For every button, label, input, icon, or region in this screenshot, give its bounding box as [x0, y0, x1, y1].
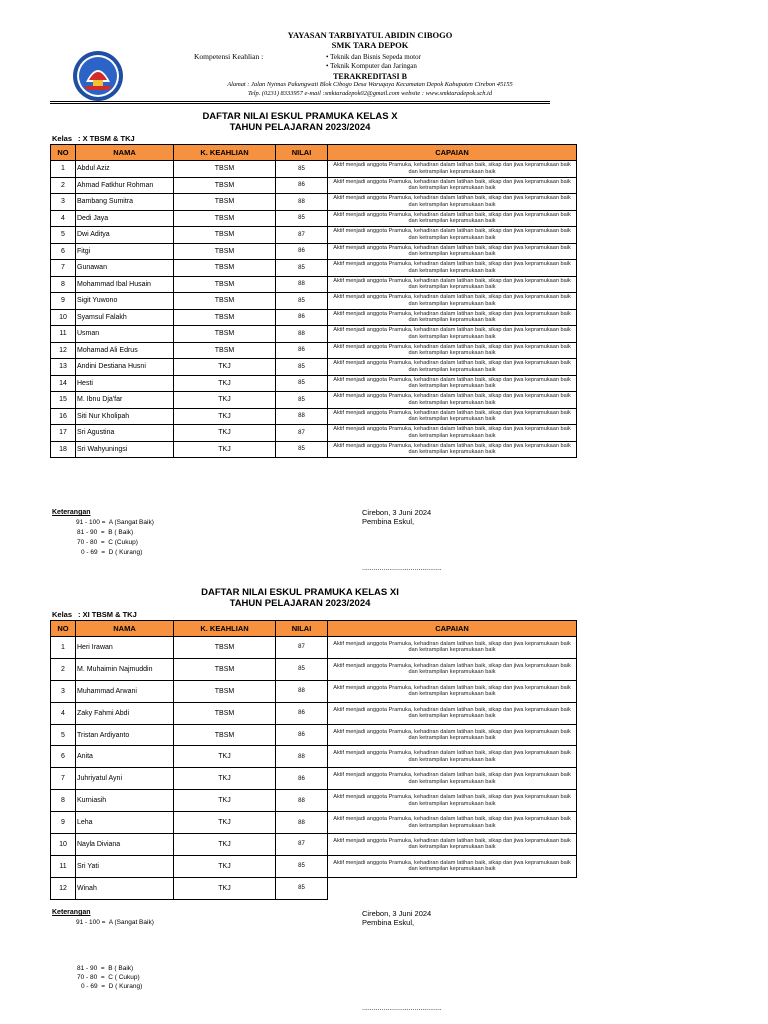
- row-keahlian: TBSM: [174, 637, 276, 659]
- row-nilai: 88: [276, 746, 328, 768]
- table-row: [51, 724, 577, 746]
- col-header-no: NO: [51, 621, 76, 637]
- col-header-capaian: CAPAIAN: [328, 145, 577, 161]
- section2-signature: [362, 909, 431, 927]
- row-nilai: 88: [276, 812, 328, 834]
- row-capaian: Aktif menjadi anggota Pramuka, kehadiran dalam latihan baik, sikap dan jiwa kepramukaan baik dan ketrampilan kepramukaan baik: [328, 342, 577, 359]
- signer-title: Pembina Eskul,: [362, 517, 415, 526]
- legend-row: 91 - 100 = A (Sangat Baik): [76, 919, 154, 926]
- row-nama: Heri Irawan: [76, 637, 174, 659]
- row-capaian: Aktif menjadi anggota Pramuka, kehadiran dalam latihan baik, sikap dan jiwa kepramukaan baik dan ketrampilan kepramukaan baik: [328, 812, 577, 834]
- row-capaian-empty: [328, 877, 577, 899]
- table-row: [51, 293, 577, 310]
- row-no: 11: [51, 855, 76, 877]
- table-row: [51, 877, 577, 899]
- table-row: [51, 326, 577, 343]
- table-row: [51, 658, 577, 680]
- section2-title: [150, 587, 450, 609]
- row-keahlian: TKJ: [174, 408, 276, 425]
- row-no: 8: [51, 790, 76, 812]
- table-header-row: [51, 145, 577, 161]
- accreditation: TERAKREDITASI B: [333, 72, 407, 81]
- row-no: 14: [51, 375, 76, 392]
- row-nilai: 87: [276, 637, 328, 659]
- competency-item: • Teknik dan Bisnis Sepeda motor: [326, 53, 421, 61]
- competency-item: • Teknik Komputer dan Jaringan: [326, 61, 417, 70]
- table-row: [51, 834, 577, 856]
- row-nilai: 85: [276, 293, 328, 310]
- row-nama: Bambang Sumitra: [76, 194, 174, 211]
- table-row: [51, 441, 577, 458]
- school-contact: Telp. (0231) 8333957 e-mail :smktaradepok02@gmail.com website : www.smktaradepok.sch.id: [247, 90, 493, 97]
- table-row: [51, 768, 577, 790]
- table-row: [51, 790, 577, 812]
- row-keahlian: TBSM: [174, 293, 276, 310]
- section1-legend-title: Keterangan: [52, 509, 91, 516]
- competency-list: [326, 53, 421, 70]
- row-capaian: Aktif menjadi anggota Pramuka, kehadiran dalam latihan baik, sikap dan jiwa kepramukaan baik dan ketrampilan kepramukaan baik: [328, 768, 577, 790]
- row-keahlian: TKJ: [174, 425, 276, 442]
- table-row: [51, 309, 577, 326]
- grade-table-kelas-x: [50, 144, 577, 458]
- row-keahlian: TBSM: [174, 260, 276, 277]
- row-no: 11: [51, 326, 76, 343]
- table-row: [51, 260, 577, 277]
- place-date: Cirebon, 3 Juni 2024: [362, 508, 432, 517]
- row-nilai: 88: [276, 408, 328, 425]
- row-no: 10: [51, 834, 76, 856]
- row-nama: Nayla Diviana: [76, 834, 174, 856]
- legend-row: 91 - 100 = A (Sangat Baik): [76, 519, 154, 526]
- row-nilai: 85: [276, 658, 328, 680]
- row-nama: Sri Wahyuningsi: [76, 441, 174, 458]
- table-row: [51, 276, 577, 293]
- row-capaian: Aktif menjadi anggota Pramuka, kehadiran dalam latihan baik, sikap dan jiwa kepramukaan baik dan ketrampilan kepramukaan baik: [328, 243, 577, 260]
- row-nama: Siti Nur Kholipah: [76, 408, 174, 425]
- row-capaian: Aktif menjadi anggota Pramuka, kehadiran dalam latihan baik, sikap dan jiwa kepramukaan baik dan ketrampilan kepramukaan baik: [328, 746, 577, 768]
- row-capaian: Aktif menjadi anggota Pramuka, kehadiran dalam latihan baik, sikap dan jiwa kepramukaan baik dan ketrampilan kepramukaan baik: [328, 210, 577, 227]
- table-row: [51, 194, 577, 211]
- class-label: Kelas: [52, 610, 73, 619]
- row-nilai: 85: [276, 441, 328, 458]
- table-row: [51, 680, 577, 702]
- row-no: 12: [51, 342, 76, 359]
- row-keahlian: TBSM: [174, 210, 276, 227]
- legend-row: 81 - 90 = B ( Baik): [77, 529, 134, 536]
- row-nilai: 88: [276, 326, 328, 343]
- row-keahlian: TKJ: [174, 855, 276, 877]
- row-no: 1: [51, 637, 76, 659]
- row-nilai: 85: [276, 359, 328, 376]
- row-nilai: 88: [276, 790, 328, 812]
- row-nama: Anita: [76, 746, 174, 768]
- row-no: 12: [51, 877, 76, 899]
- row-capaian: Aktif menjadi anggota Pramuka, kehadiran dalam latihan baik, sikap dan jiwa kepramukaan baik dan ketrampilan kepramukaan baik: [328, 276, 577, 293]
- class-value: : XI TBSM & TKJ: [78, 610, 137, 619]
- row-keahlian: TKJ: [174, 834, 276, 856]
- school-address: Alamat : Jalan Nyimas Pakungwati Blok Cibogo Desa Waruqaya Kecamatan Depok Kabupaten Cirebon 45155: [227, 81, 513, 88]
- section1-title: [150, 111, 450, 133]
- row-nama: Abdul Aziz: [76, 161, 174, 178]
- row-nama: Syamsul Falakh: [76, 309, 174, 326]
- row-keahlian: TBSM: [174, 702, 276, 724]
- row-nilai: 86: [276, 724, 328, 746]
- school-name: SMK TARA DEPOK: [331, 40, 409, 50]
- section2-title-line1: DAFTAR NILAI ESKUL PRAMUKA KELAS XI: [201, 587, 399, 598]
- row-keahlian: TBSM: [174, 177, 276, 194]
- row-nama: Fitgi: [76, 243, 174, 260]
- row-nilai: 86: [276, 243, 328, 260]
- row-capaian: Aktif menjadi anggota Pramuka, kehadiran dalam latihan baik, sikap dan jiwa kepramukaan baik dan ketrampilan kepramukaan baik: [328, 790, 577, 812]
- row-keahlian: TKJ: [174, 441, 276, 458]
- row-nama: Leha: [76, 812, 174, 834]
- row-no: 5: [51, 227, 76, 244]
- row-nilai: 85: [276, 210, 328, 227]
- row-no: 3: [51, 680, 76, 702]
- row-keahlian: TKJ: [174, 392, 276, 409]
- row-nilai: 85: [276, 161, 328, 178]
- row-nama: Kurniasih: [76, 790, 174, 812]
- row-nama: Mohamad Ali Edrus: [76, 342, 174, 359]
- row-nilai: 87: [276, 834, 328, 856]
- row-capaian: Aktif menjadi anggota Pramuka, kehadiran dalam latihan baik, sikap dan jiwa kepramukaan baik dan ketrampilan kepramukaan baik: [328, 326, 577, 343]
- row-capaian: Aktif menjadi anggota Pramuka, kehadiran dalam latihan baik, sikap dan jiwa kepramukaan baik dan ketrampilan kepramukaan baik: [328, 309, 577, 326]
- section1-title-line2: TAHUN PELAJARAN 2023/2024: [229, 122, 371, 133]
- row-no: 15: [51, 392, 76, 409]
- section2-title-line2: TAHUN PELAJARAN 2023/2024: [229, 598, 371, 609]
- section2-class: [52, 610, 137, 619]
- row-keahlian: TKJ: [174, 812, 276, 834]
- row-nilai: 85: [276, 877, 328, 899]
- row-keahlian: TKJ: [174, 877, 276, 899]
- section1-signature: [362, 508, 431, 526]
- row-capaian: Aktif menjadi anggota Pramuka, kehadiran dalam latihan baik, sikap dan jiwa kepramukaan baik dan ketrampilan kepramukaan baik: [328, 375, 577, 392]
- row-capaian: Aktif menjadi anggota Pramuka, kehadiran dalam latihan baik, sikap dan jiwa kepramukaan baik dan ketrampilan kepramukaan baik: [328, 177, 577, 194]
- row-no: 18: [51, 441, 76, 458]
- legend-row: 70 - 80 = C (Cukup): [77, 539, 138, 546]
- signature-line: .........................................: [362, 1005, 442, 1012]
- row-capaian: Aktif menjadi anggota Pramuka, kehadiran dalam latihan baik, sikap dan jiwa kepramukaan baik dan ketrampilan kepramukaan baik: [328, 408, 577, 425]
- row-capaian: Aktif menjadi anggota Pramuka, kehadiran dalam latihan baik, sikap dan jiwa kepramukaan baik dan ketrampilan kepramukaan baik: [328, 441, 577, 458]
- row-capaian: Aktif menjadi anggota Pramuka, kehadiran dalam latihan baik, sikap dan jiwa kepramukaan baik dan ketrampilan kepramukaan baik: [328, 680, 577, 702]
- row-no: 6: [51, 746, 76, 768]
- school-logo-emblem: [72, 50, 124, 102]
- row-keahlian: TKJ: [174, 359, 276, 376]
- row-no: 9: [51, 812, 76, 834]
- table-row: [51, 637, 577, 659]
- table-row: [51, 812, 577, 834]
- row-keahlian: TBSM: [174, 309, 276, 326]
- row-capaian: Aktif menjadi anggota Pramuka, kehadiran dalam latihan baik, sikap dan jiwa kepramukaan baik dan ketrampilan kepramukaan baik: [328, 260, 577, 277]
- row-nilai: 85: [276, 855, 328, 877]
- row-nilai: 86: [276, 768, 328, 790]
- table-row: [51, 243, 577, 260]
- row-capaian: Aktif menjadi anggota Pramuka, kehadiran dalam latihan baik, sikap dan jiwa kepramukaan baik dan ketrampilan kepramukaan baik: [328, 637, 577, 659]
- row-keahlian: TBSM: [174, 194, 276, 211]
- row-no: 16: [51, 408, 76, 425]
- row-nama: Ahmad Fatkhur Rohman: [76, 177, 174, 194]
- col-header-nilai: NILAI: [276, 145, 328, 161]
- grade-table-kelas-xi: [50, 620, 577, 900]
- row-nama: M. Muhaimin Najmuddin: [76, 658, 174, 680]
- row-keahlian: TBSM: [174, 276, 276, 293]
- table-row: [51, 425, 577, 442]
- legend-row: 0 - 69 = D ( Kurang): [81, 549, 143, 556]
- class-value: : X TBSM & TKJ: [78, 134, 135, 143]
- table-row: [51, 342, 577, 359]
- row-capaian: Aktif menjadi anggota Pramuka, kehadiran dalam latihan baik, sikap dan jiwa kepramukaan baik dan ketrampilan kepramukaan baik: [328, 724, 577, 746]
- row-no: 17: [51, 425, 76, 442]
- table-row: [51, 359, 577, 376]
- row-keahlian: TKJ: [174, 746, 276, 768]
- row-no: 4: [51, 210, 76, 227]
- row-capaian: Aktif menjadi anggota Pramuka, kehadiran dalam latihan baik, sikap dan jiwa kepramukaan baik dan ketrampilan kepramukaan baik: [328, 161, 577, 178]
- section1-class: [52, 134, 135, 143]
- row-nilai: 86: [276, 702, 328, 724]
- row-keahlian: TBSM: [174, 227, 276, 244]
- row-nama: Muhammad Arwani: [76, 680, 174, 702]
- row-keahlian: TKJ: [174, 375, 276, 392]
- row-capaian: Aktif menjadi anggota Pramuka, kehadiran dalam latihan baik, sikap dan jiwa kepramukaan baik dan ketrampilan kepramukaan baik: [328, 392, 577, 409]
- row-keahlian: TBSM: [174, 161, 276, 178]
- row-no: 3: [51, 194, 76, 211]
- row-nilai: 86: [276, 309, 328, 326]
- row-nilai: 87: [276, 227, 328, 244]
- row-no: 13: [51, 359, 76, 376]
- row-capaian: Aktif menjadi anggota Pramuka, kehadiran dalam latihan baik, sikap dan jiwa kepramukaan baik dan ketrampilan kepramukaan baik: [328, 425, 577, 442]
- col-header-nama: NAMA: [76, 145, 174, 161]
- row-no: 2: [51, 658, 76, 680]
- col-header-nilai: NILAI: [276, 621, 328, 637]
- row-nama: Andini Destiana Husni: [76, 359, 174, 376]
- row-no: 4: [51, 702, 76, 724]
- row-keahlian: TKJ: [174, 768, 276, 790]
- legend-row: 81 - 90 = B ( Baik): [77, 965, 134, 972]
- row-keahlian: TBSM: [174, 680, 276, 702]
- row-nilai: 88: [276, 680, 328, 702]
- competency-label: Kompetensi Keahlian :: [194, 52, 264, 61]
- row-no: 6: [51, 243, 76, 260]
- row-no: 5: [51, 724, 76, 746]
- row-no: 8: [51, 276, 76, 293]
- row-nilai: 85: [276, 375, 328, 392]
- section2-legend-title: Keterangan: [52, 909, 91, 916]
- signature-line: .........................................: [362, 565, 442, 572]
- col-header-nama: NAMA: [76, 621, 174, 637]
- row-capaian: Aktif menjadi anggota Pramuka, kehadiran dalam latihan baik, sikap dan jiwa kepramukaan baik dan ketrampilan kepramukaan baik: [328, 658, 577, 680]
- row-no: 2: [51, 177, 76, 194]
- row-capaian: Aktif menjadi anggota Pramuka, kehadiran dalam latihan baik, sikap dan jiwa kepramukaan baik dan ketrampilan kepramukaan baik: [328, 359, 577, 376]
- row-capaian: Aktif menjadi anggota Pramuka, kehadiran dalam latihan baik, sikap dan jiwa kepramukaan baik dan ketrampilan kepramukaan baik: [328, 227, 577, 244]
- row-nama: Tristan Ardiyanto: [76, 724, 174, 746]
- row-nilai: 85: [276, 260, 328, 277]
- row-no: 10: [51, 309, 76, 326]
- row-nama: Winah: [76, 877, 174, 899]
- row-capaian: Aktif menjadi anggota Pramuka, kehadiran dalam latihan baik, sikap dan jiwa kepramukaan baik dan ketrampilan kepramukaan baik: [328, 702, 577, 724]
- row-nama: Hesti: [76, 375, 174, 392]
- row-capaian: Aktif menjadi anggota Pramuka, kehadiran dalam latihan baik, sikap dan jiwa kepramukaan baik dan ketrampilan kepramukaan baik: [328, 293, 577, 310]
- row-nama: Sri Yati: [76, 855, 174, 877]
- row-keahlian: TBSM: [174, 342, 276, 359]
- row-nama: Mohammad Ibal Husain: [76, 276, 174, 293]
- row-nilai: 88: [276, 276, 328, 293]
- table-row: [51, 210, 577, 227]
- row-no: 7: [51, 768, 76, 790]
- table-row: [51, 392, 577, 409]
- section1-title-line1: DAFTAR NILAI ESKUL PRAMUKA KELAS X: [202, 111, 398, 122]
- table-row: [51, 161, 577, 178]
- row-no: 9: [51, 293, 76, 310]
- place-date: Cirebon, 3 Juni 2024: [362, 909, 432, 918]
- legend-row: 0 - 69 = D ( Kurang): [81, 983, 143, 990]
- class-label: Kelas: [52, 134, 73, 143]
- row-nama: Usman: [76, 326, 174, 343]
- letterhead-divider: [50, 101, 550, 104]
- row-nama: Juhriyatul Ayni: [76, 768, 174, 790]
- row-nama: Sri Agustina: [76, 425, 174, 442]
- table-row: [51, 375, 577, 392]
- col-header-capaian: CAPAIAN: [328, 621, 577, 637]
- row-capaian: Aktif menjadi anggota Pramuka, kehadiran dalam latihan baik, sikap dan jiwa kepramukaan baik dan ketrampilan kepramukaan baik: [328, 194, 577, 211]
- table-row: [51, 408, 577, 425]
- row-no: 7: [51, 260, 76, 277]
- table-row: [51, 227, 577, 244]
- row-nama: Dedi Jaya: [76, 210, 174, 227]
- table-row: [51, 702, 577, 724]
- row-nama: M. Ibnu Dja'far: [76, 392, 174, 409]
- row-nilai: 86: [276, 342, 328, 359]
- row-keahlian: TBSM: [174, 243, 276, 260]
- row-capaian: Aktif menjadi anggota Pramuka, kehadiran dalam latihan baik, sikap dan jiwa kepramukaan baik dan ketrampilan kepramukaan baik: [328, 855, 577, 877]
- col-header-keahlian: K. KEAHLIAN: [174, 145, 276, 161]
- row-nama: Zaky Fahmi Abdi: [76, 702, 174, 724]
- col-header-no: NO: [51, 145, 76, 161]
- row-keahlian: TKJ: [174, 790, 276, 812]
- row-nilai: 86: [276, 177, 328, 194]
- signer-title: Pembina Eskul,: [362, 918, 415, 927]
- row-nilai: 85: [276, 392, 328, 409]
- row-nama: Sigit Yuwono: [76, 293, 174, 310]
- foundation-name: YAYASAN TARBIYATUL ABIDIN CIBOGO: [287, 30, 453, 40]
- row-nilai: 88: [276, 194, 328, 211]
- table-row: [51, 855, 577, 877]
- row-keahlian: TBSM: [174, 326, 276, 343]
- table-row: [51, 746, 577, 768]
- row-capaian: Aktif menjadi anggota Pramuka, kehadiran dalam latihan baik, sikap dan jiwa kepramukaan baik dan ketrampilan kepramukaan baik: [328, 834, 577, 856]
- row-keahlian: TBSM: [174, 724, 276, 746]
- legend-row: 70 - 80 = C ( Cukup): [77, 974, 140, 981]
- table-row: [51, 177, 577, 194]
- row-nama: Dwi Aditya: [76, 227, 174, 244]
- col-header-keahlian: K. KEAHLIAN: [174, 621, 276, 637]
- table-header-row: [51, 621, 577, 637]
- row-no: 1: [51, 161, 76, 178]
- row-keahlian: TBSM: [174, 658, 276, 680]
- row-nilai: 87: [276, 425, 328, 442]
- row-nama: Gunawan: [76, 260, 174, 277]
